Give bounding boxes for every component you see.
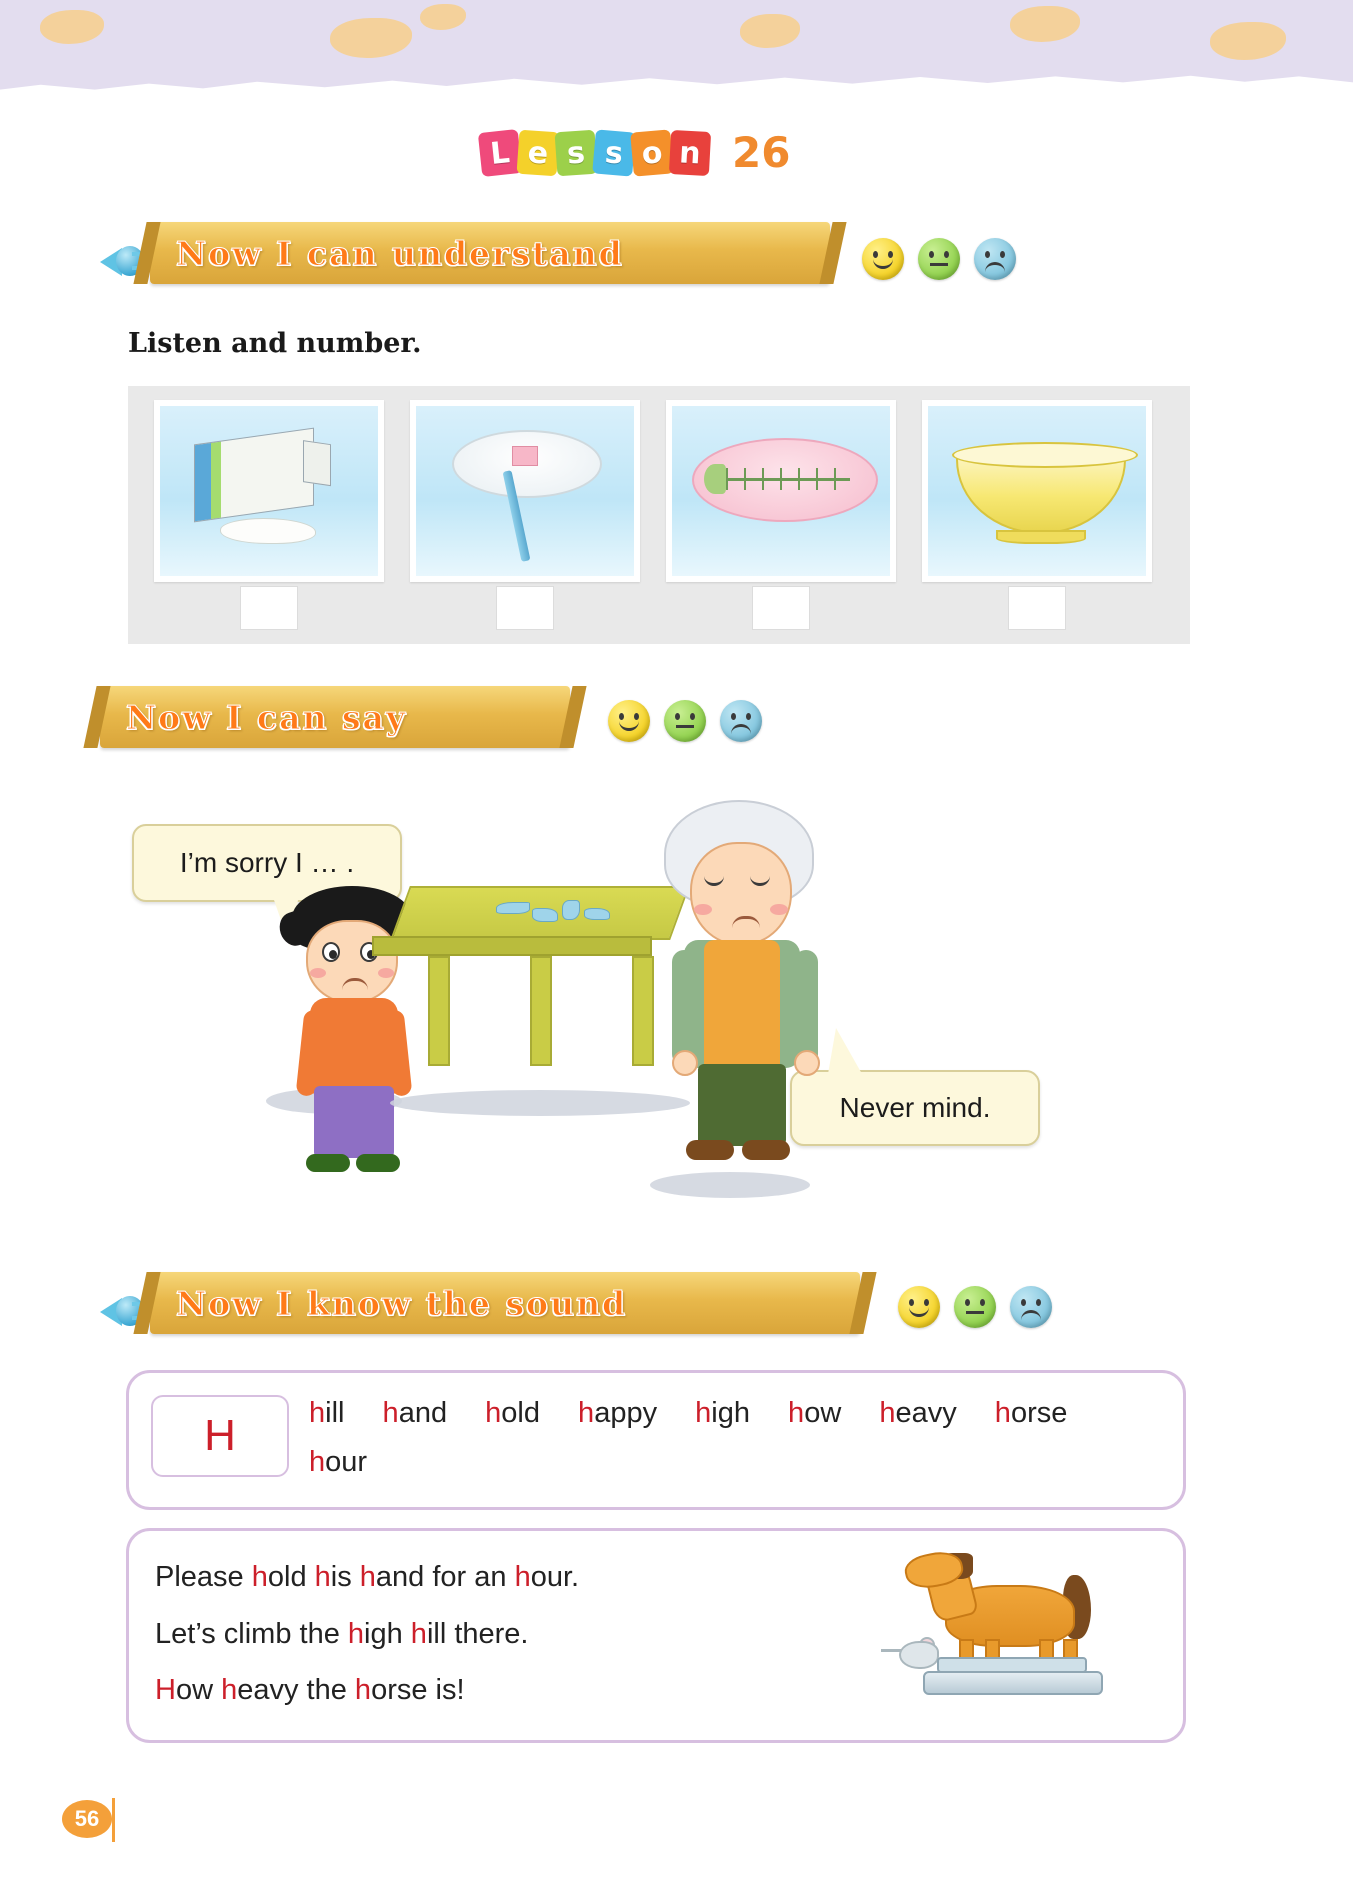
sad-face[interactable]: [974, 238, 1016, 280]
neutral-face[interactable]: [918, 238, 960, 280]
number-box-2[interactable]: [496, 586, 554, 630]
section-banner-say: [100, 686, 570, 748]
number-box-4[interactable]: [1008, 586, 1066, 630]
comic-scene: [90, 800, 1270, 1240]
phonics-word-list: [309, 1389, 1163, 1488]
section-banner-sound: [150, 1272, 860, 1334]
number-box-3[interactable]: [752, 586, 810, 630]
phonics-sentence-list: [155, 1549, 579, 1719]
phonics-word-3: happy: [578, 1397, 658, 1429]
phonics-word-8: hour: [309, 1446, 368, 1479]
phonics-word-5: how: [788, 1397, 842, 1429]
picture-fish-bones-on-plate: [672, 406, 890, 576]
torn-paper-edge: [0, 62, 1353, 108]
picture-plate-with-fork: [416, 406, 634, 576]
phonics-sentences-card: [126, 1528, 1186, 1743]
sad-face[interactable]: [1010, 1286, 1052, 1328]
rating-faces-sound[interactable]: [898, 1286, 1052, 1328]
character-granny: [646, 800, 846, 1180]
rating-faces-understand[interactable]: [862, 238, 1016, 280]
phonics-word-1: hand: [382, 1397, 448, 1429]
rating-faces-say[interactable]: [608, 700, 762, 742]
picture-cell-3[interactable]: [666, 400, 896, 582]
picture-strip: [128, 386, 1190, 644]
speech-bubble-boy-text: I’m sorry I … .: [179, 847, 355, 878]
speech-bubble-granny-text: Never mind.: [839, 1092, 991, 1123]
section-banner-understand: [150, 222, 830, 284]
lesson-letter-4: o: [630, 129, 674, 176]
phonics-word-7: horse: [994, 1397, 1068, 1429]
happy-face[interactable]: [898, 1286, 940, 1328]
neutral-face[interactable]: [954, 1286, 996, 1328]
page-number: 56: [62, 1800, 112, 1838]
happy-face[interactable]: [862, 238, 904, 280]
decorative-top-band: [0, 0, 1353, 108]
lesson-letter-2: s: [555, 129, 598, 176]
phonics-word-6: heavy: [879, 1397, 957, 1429]
happy-face[interactable]: [608, 700, 650, 742]
picture-cell-4[interactable]: [922, 400, 1152, 582]
picture-cell-1[interactable]: [154, 400, 384, 582]
section-title-sound: Now I know the sound: [176, 1283, 628, 1323]
phonics-word-2: hold: [485, 1397, 540, 1429]
phonics-word-0: hill: [309, 1397, 345, 1429]
page-number-rule: [112, 1798, 115, 1842]
neutral-face[interactable]: [664, 700, 706, 742]
instruction-listen-and-number: Listen and number.: [128, 328, 422, 359]
lesson-letter-5: n: [669, 129, 711, 175]
phonics-words-card: [126, 1370, 1186, 1510]
lesson-title: [480, 128, 790, 177]
picture-spilled-milk-carton: [160, 406, 378, 576]
lesson-word-blocks: [480, 131, 708, 175]
sad-face[interactable]: [720, 700, 762, 742]
picture-yellow-bowl: [928, 406, 1146, 576]
section-title-understand: Now I can understand: [176, 233, 624, 273]
picture-cell-2[interactable]: [410, 400, 640, 582]
phonics-sentence-2: How heavy the horse is!: [155, 1674, 465, 1707]
lesson-number: 26: [732, 128, 791, 177]
number-box-1[interactable]: [240, 586, 298, 630]
lesson-letter-1: e: [517, 129, 560, 176]
phonics-sentence-1: Let’s climb the high hill there.: [155, 1617, 529, 1650]
phonics-letter: H: [151, 1395, 289, 1477]
lesson-letter-3: s: [592, 129, 636, 176]
phonics-sentence-0: Please hold his hand for an hour.: [155, 1561, 580, 1593]
phonics-word-4: high: [695, 1397, 750, 1429]
section-title-say: Now I can say: [126, 697, 408, 737]
illustration-horse-on-scale: [893, 1545, 1143, 1715]
lesson-letter-0: L: [478, 129, 522, 177]
